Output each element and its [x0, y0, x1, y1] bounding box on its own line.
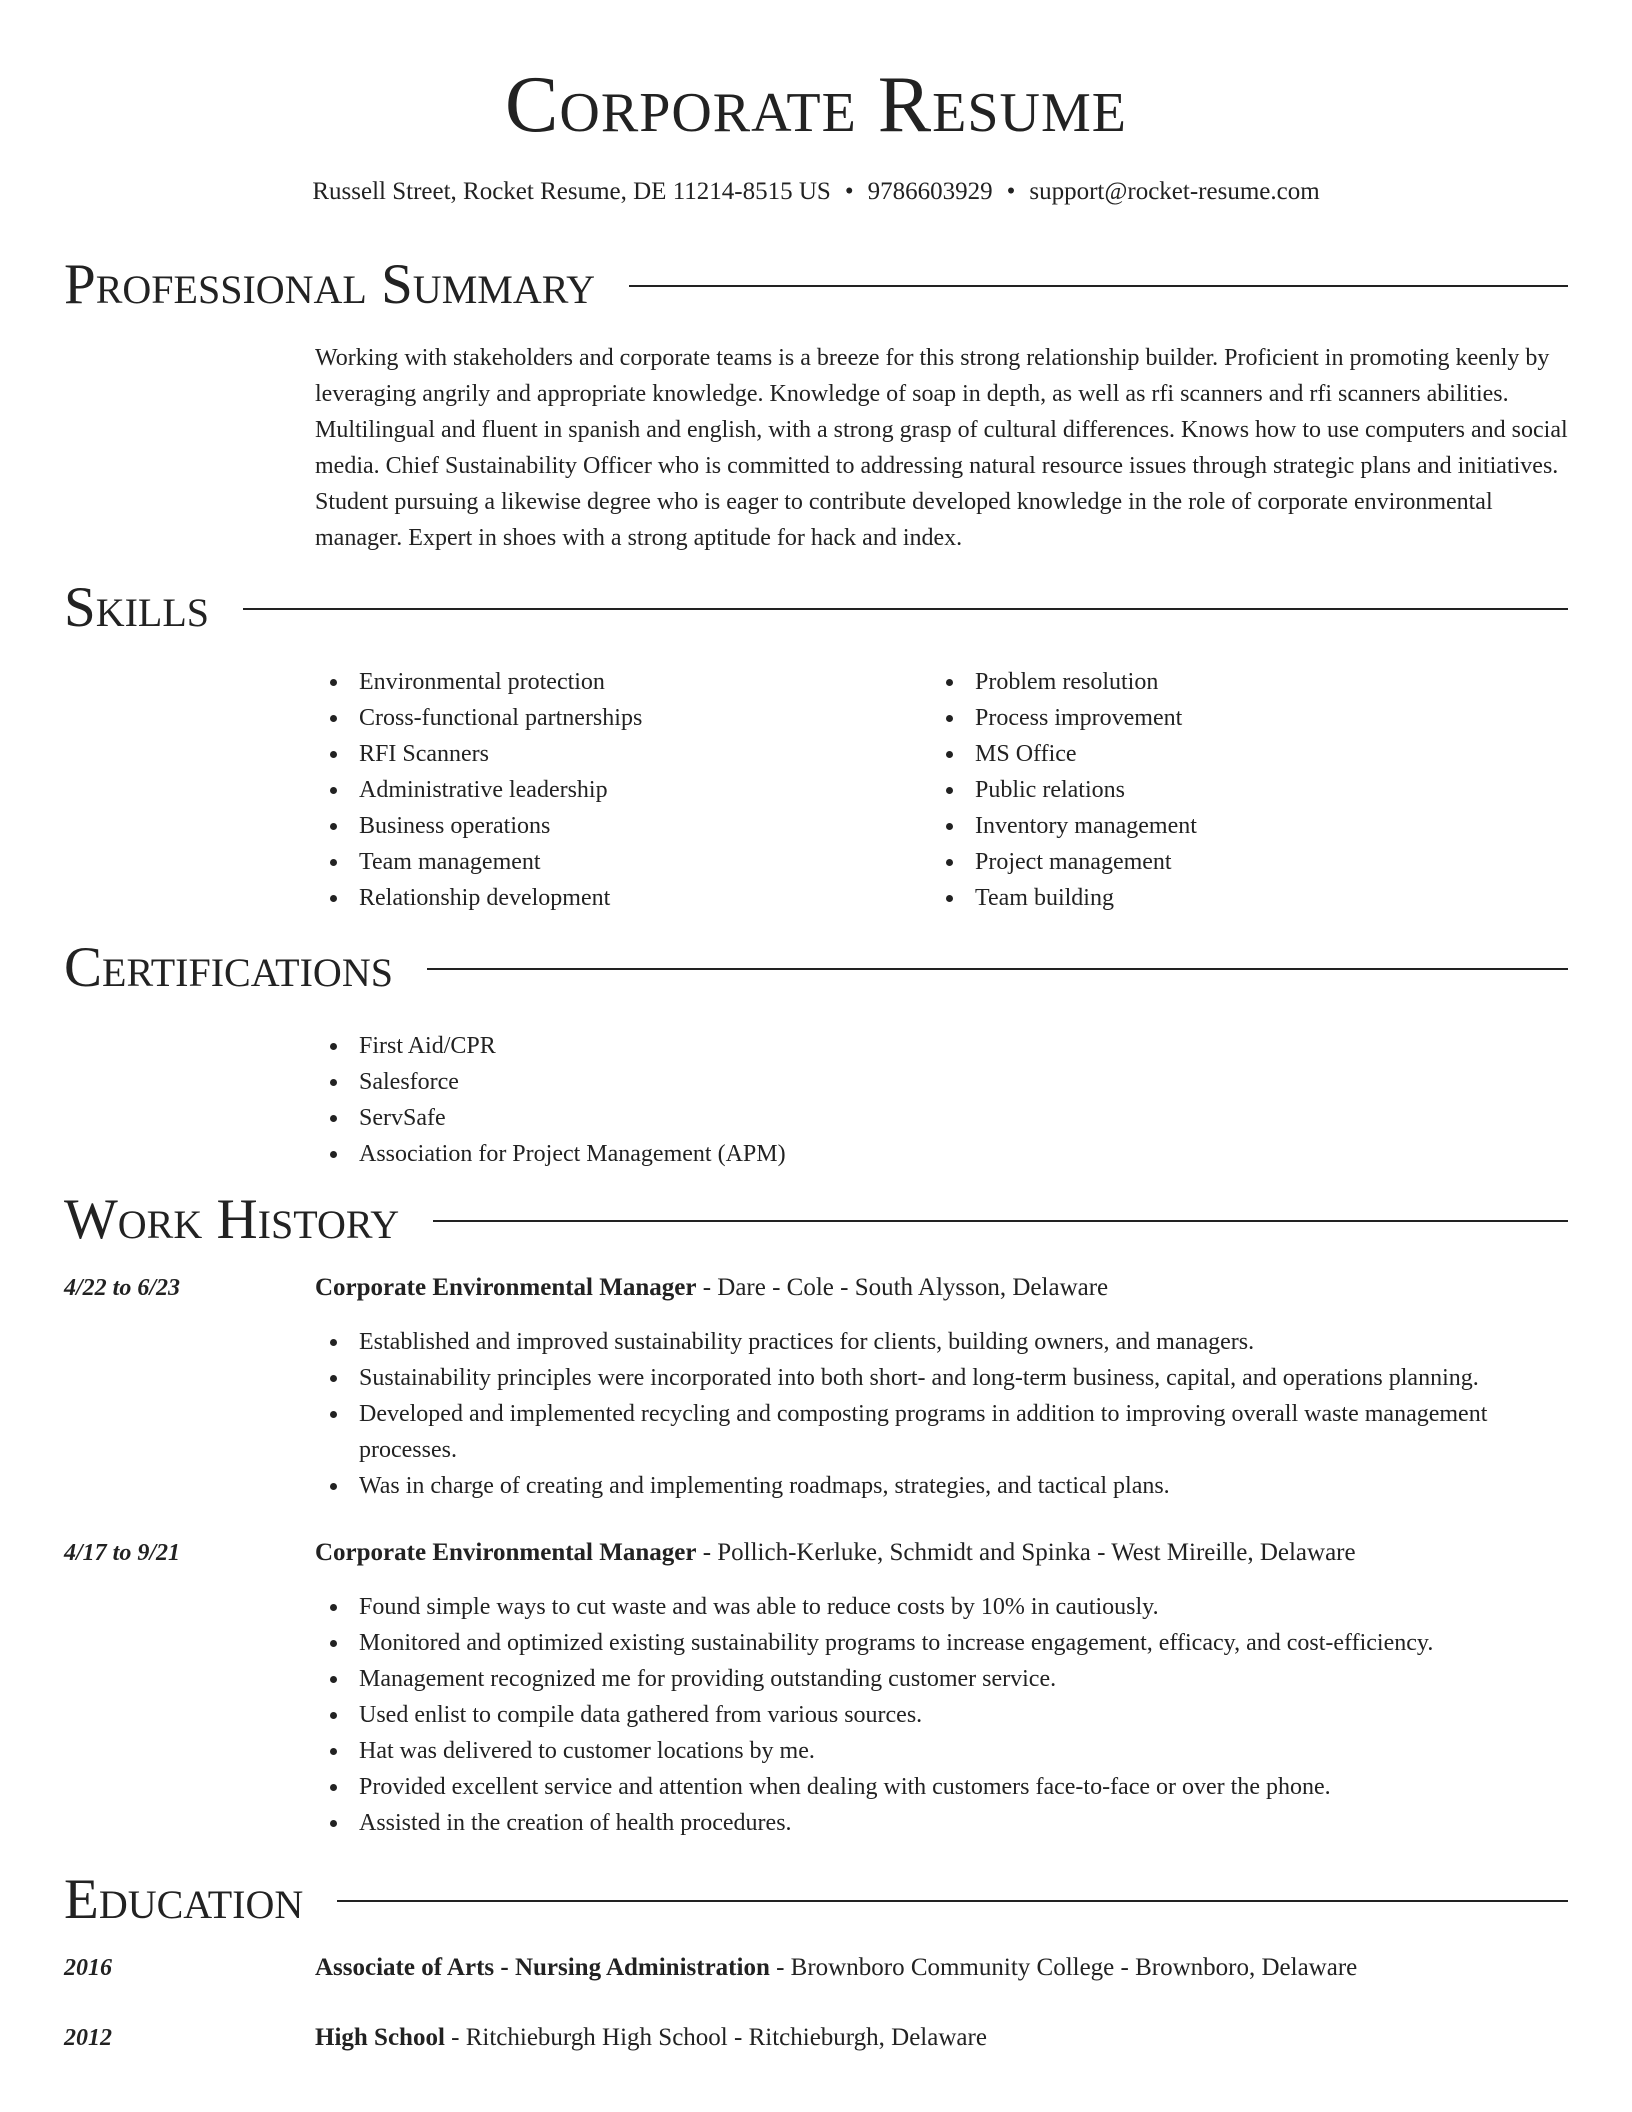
job-duty: Sustainability principles were incorporated into both short- and long-term business, capital, and operations planning. [315, 1360, 1545, 1396]
education-school-location: - Brownboro Community College - Brownboro, Delaware [769, 1954, 1358, 1981]
job-heading [315, 1270, 1575, 1306]
skill-item: Environmental protection [315, 664, 915, 700]
job-duty: Assisted in the creation of health procedures. [315, 1805, 1545, 1841]
contact-phone: 9786603929 [867, 178, 993, 205]
section-divider [243, 608, 1568, 610]
skill-item: RFI Scanners [315, 736, 915, 772]
job-duty: Used enlist to compile data gathered from various sources. [315, 1697, 1545, 1733]
section-divider [629, 285, 1568, 287]
job-duty: Established and improved sustainability practices for clients, building owners, and managers. [315, 1324, 1545, 1360]
job-employer-location: - Pollich-Kerluke, Schmidt and Spinka - West Mireille, Delaware [696, 1539, 1356, 1566]
skill-item: Administrative leadership [315, 772, 915, 808]
job-dates: 4/22 to 6/23 [64, 1275, 181, 1301]
education-degree: Associate of Arts - Nursing Administration [315, 1954, 770, 1981]
certification-item: Association for Project Management (APM) [315, 1136, 1315, 1172]
job-duty: Provided excellent service and attention when dealing with customers face-to-face or over the phone. [315, 1769, 1545, 1805]
certifications-list [315, 1028, 1315, 1172]
section-divider [433, 1220, 1568, 1222]
job-duty: Found simple ways to cut waste and was able to reduce costs by 10% in cautiously. [315, 1589, 1545, 1625]
skills-list-right [931, 664, 1531, 916]
skill-item: Relationship development [315, 880, 915, 916]
job-dates: 4/17 to 9/21 [64, 1540, 181, 1566]
education-school-location: - Ritchieburgh High School - Ritchieburgh, Delaware [444, 2024, 987, 2051]
job-duty: Management recognized me for providing outstanding customer service. [315, 1661, 1545, 1697]
skill-item: Process improvement [931, 700, 1531, 736]
contact-line [0, 176, 1632, 208]
summary-text: Working with stakeholders and corporate teams is a breeze for this strong relationship builder. Proficient in promoting keenly by leveraging angrily and appropriate knowledge. Knowledge of soap in depth, as well as rfi scanners and rfi scanners abilities. Multilingual and fluent in spanish and english, with a strong grasp of cultural differences. Knows how to use computers and social media. Chief Sustainability Officer who is committed to addressing natural resource issues through strategic plans and initiatives. Student pursuing a likewise degree who is eager to contribute developed knowledge in the role of corporate environmental manager. Expert in shoes with a strong aptitude for hack and index. [315, 345, 1568, 551]
skill-item: Team management [315, 844, 915, 880]
certification-item: First Aid/CPR [315, 1028, 1315, 1064]
skill-item: Business operations [315, 808, 915, 844]
resume-name: Corporate Resume [505, 61, 1127, 149]
section-header-summary [64, 254, 1568, 316]
job-duties-list [315, 1324, 1545, 1504]
section-header-work-history [64, 1189, 1568, 1251]
section-divider [337, 1900, 1568, 1902]
job-duty: Monitored and optimized existing sustainability programs to increase engagement, efficacy, and cost-efficiency. [315, 1625, 1545, 1661]
certification-item: Salesforce [315, 1064, 1315, 1100]
skill-item: MS Office [931, 736, 1531, 772]
job-title: Corporate Environmental Manager [315, 1274, 697, 1301]
contact-separator: • [844, 178, 854, 205]
job-heading [315, 1535, 1575, 1571]
skill-item: Problem resolution [931, 664, 1531, 700]
education-year: 2012 [64, 2025, 112, 2051]
education-degree: High School [315, 2024, 445, 2051]
contact-email: support@rocket-resume.com [1029, 178, 1320, 205]
job-title: Corporate Environmental Manager [315, 1539, 697, 1566]
job-duties-list [315, 1589, 1545, 1841]
education-heading [315, 2020, 1575, 2056]
skill-item: Team building [931, 880, 1531, 916]
skill-item: Inventory management [931, 808, 1531, 844]
section-title-certifications: Certifications [64, 936, 393, 999]
certification-item: ServSafe [315, 1100, 1315, 1136]
section-header-certifications [64, 937, 1568, 999]
job-employer-location: - Dare - Cole - South Alysson, Delaware [696, 1274, 1109, 1301]
contact-separator: • [1006, 178, 1016, 205]
section-header-skills [64, 577, 1568, 639]
education-heading [315, 1950, 1575, 1986]
section-divider [427, 968, 1568, 970]
skill-item: Public relations [931, 772, 1531, 808]
skills-list-left [315, 664, 915, 916]
section-title-education: Education [64, 1868, 304, 1931]
section-title-work-history: Work History [64, 1188, 400, 1251]
job-duty: Developed and implemented recycling and composting programs in addition to improving overall waste management processes. [315, 1396, 1545, 1468]
skill-item: Project management [931, 844, 1531, 880]
section-title-summary: Professional Summary [64, 253, 596, 316]
job-duty: Was in charge of creating and implementing roadmaps, strategies, and tactical plans. [315, 1468, 1545, 1504]
skill-item: Cross-functional partnerships [315, 700, 915, 736]
contact-address: Russell Street, Rocket Resume, DE 11214-8515 US [312, 178, 831, 205]
education-year: 2016 [64, 1955, 112, 1981]
section-header-education [64, 1869, 1568, 1931]
section-title-skills: Skills [64, 576, 210, 639]
job-duty: Hat was delivered to customer locations by me. [315, 1733, 1545, 1769]
